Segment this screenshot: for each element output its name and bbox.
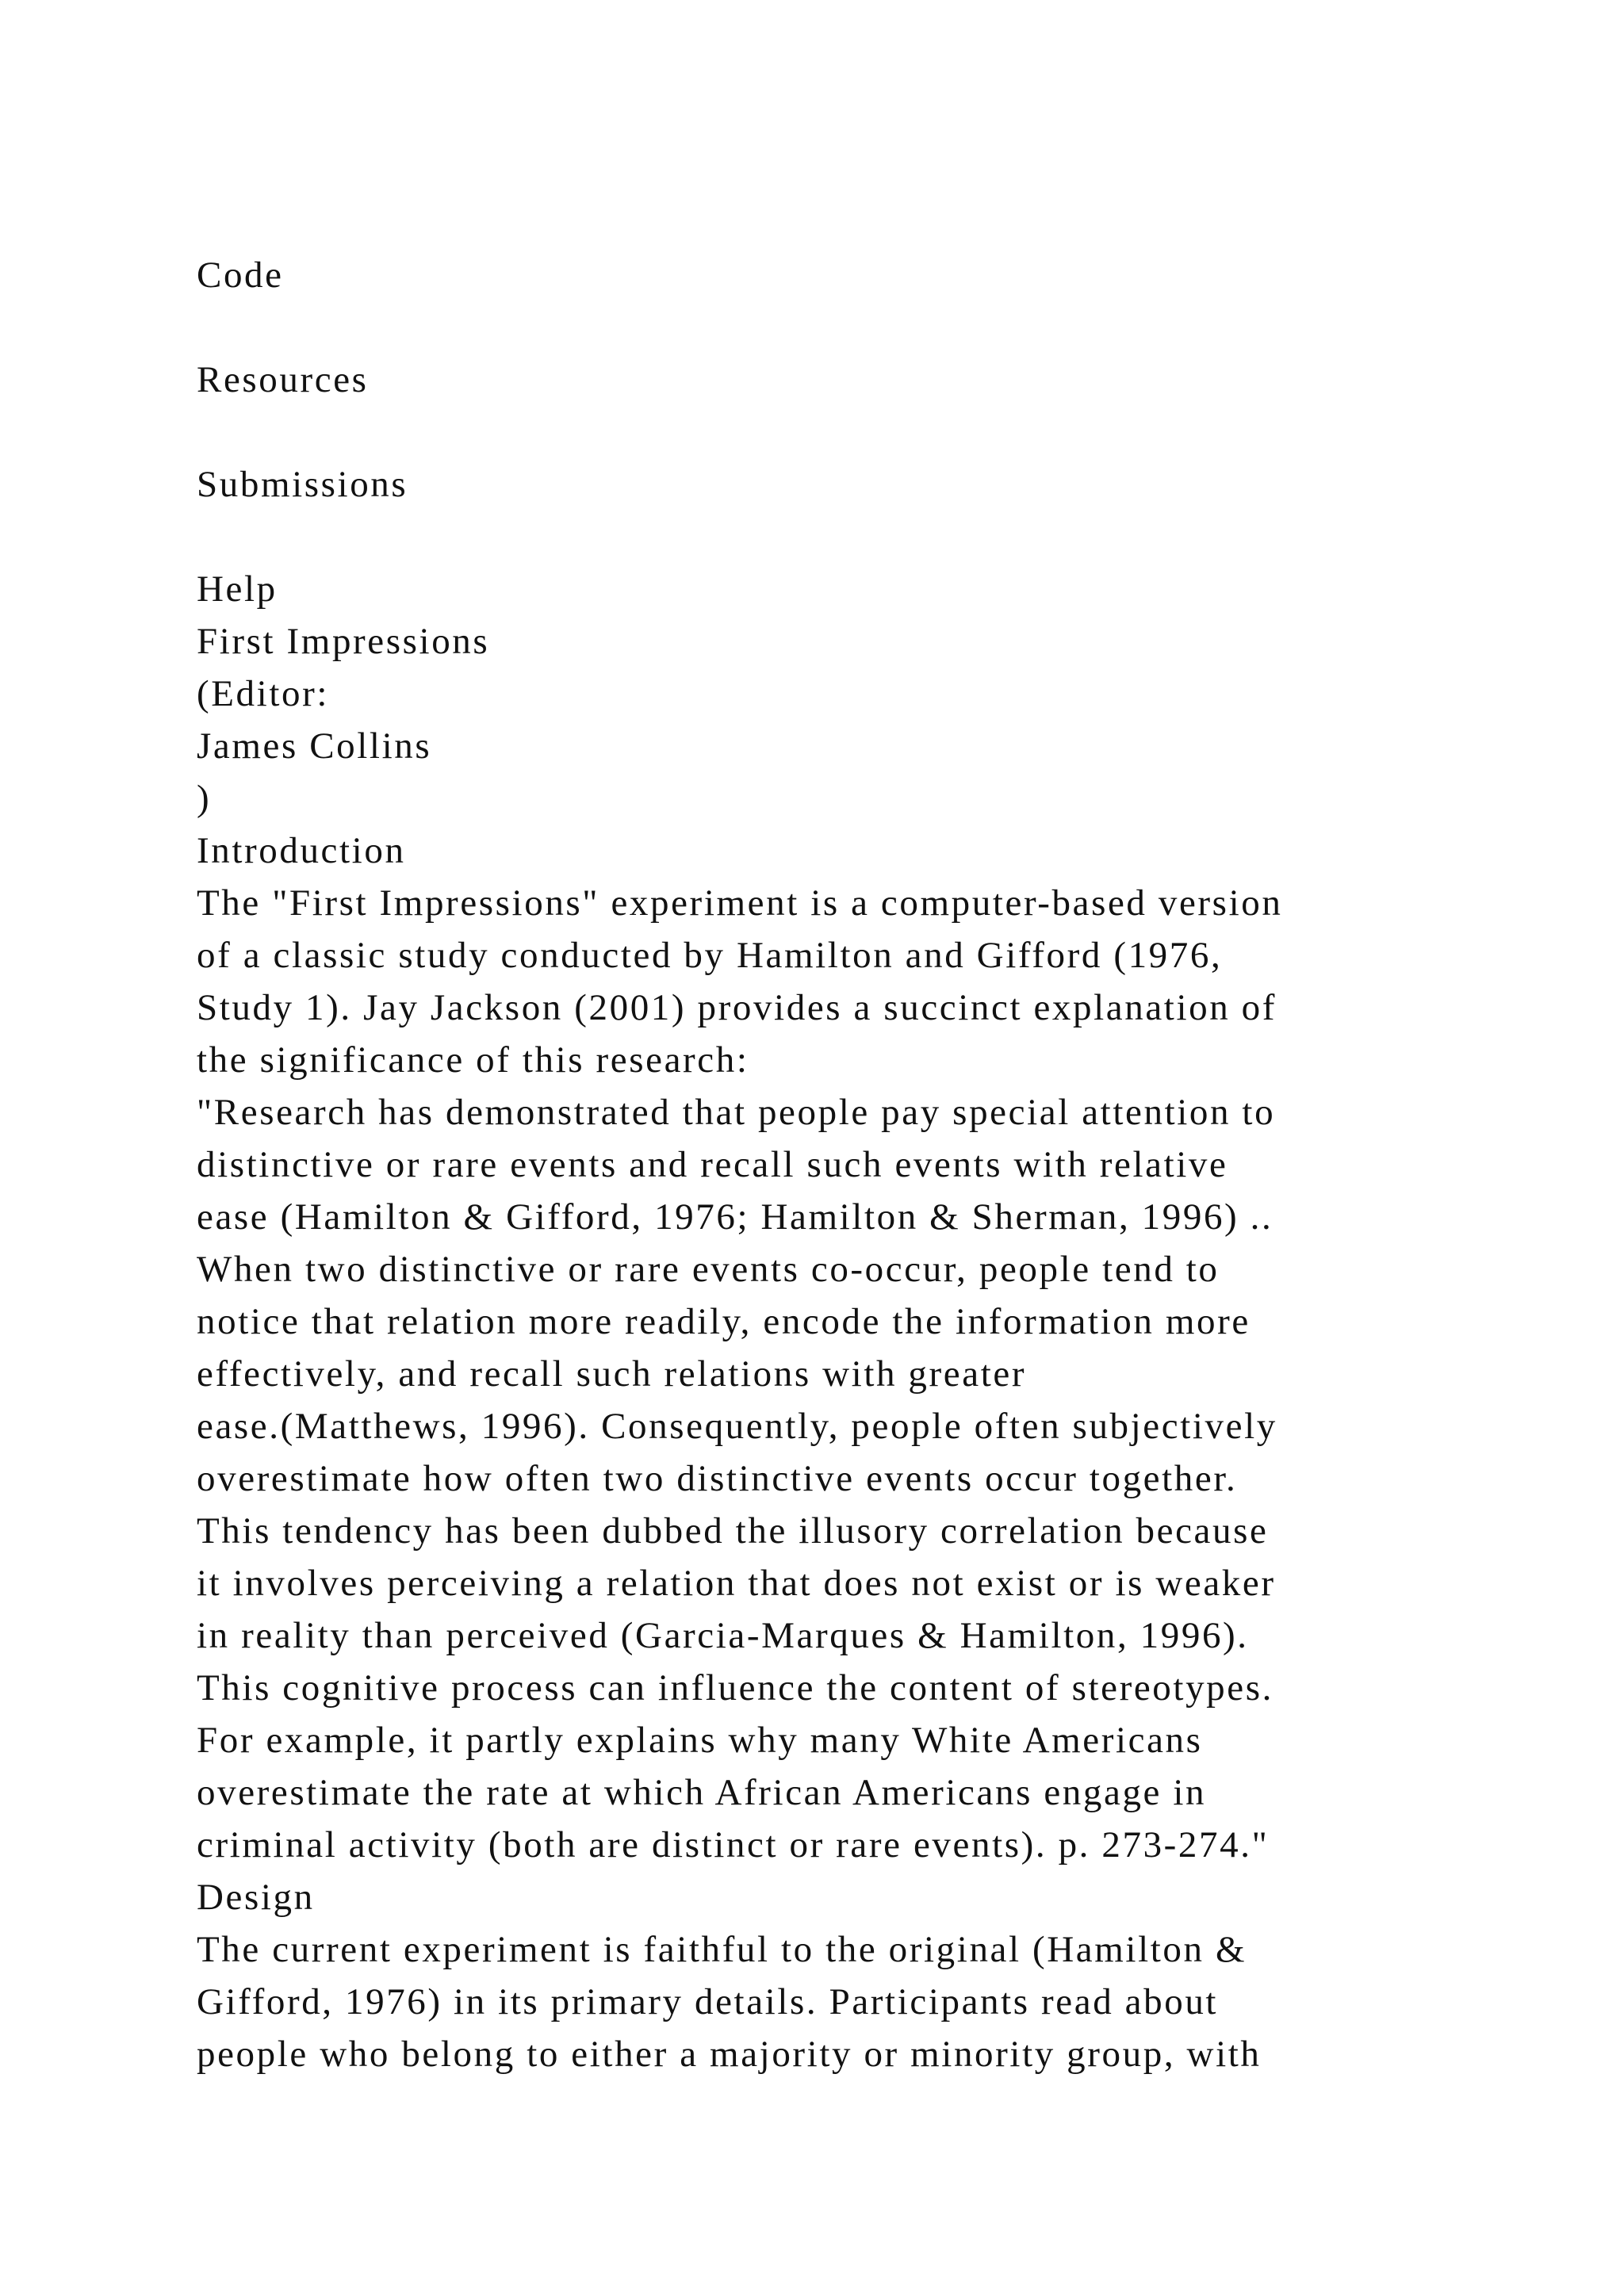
intro-line: the significance of this research: — [197, 1039, 749, 1081]
quote-line: ease (Hamilton & Gifford, 1976; Hamilton & Sherman, 1996) .. — [197, 1196, 1274, 1238]
quote-line: criminal activity (both are distinct or rare events). p. 273-274." — [197, 1824, 1270, 1866]
quote-line: overestimate how often two distinctive events occur together. — [197, 1458, 1238, 1499]
nav-link-help[interactable]: Help — [197, 568, 278, 610]
intro-line: The "First Impressions" experiment is a computer-based version — [197, 882, 1283, 924]
quote-line: overestimate the rate at which African Americans engage in — [197, 1772, 1207, 1813]
quote-line: "Research has demonstrated that people pay special attention to — [197, 1092, 1276, 1133]
quote-line: When two distinctive or rare events co-occur, people tend to — [197, 1249, 1220, 1290]
heading-introduction: Introduction — [197, 830, 406, 871]
intro-line: of a classic study conducted by Hamilton and Gifford (1976, — [197, 935, 1223, 976]
nav-link-submissions[interactable]: Submissions — [197, 464, 408, 505]
quote-line: distinctive or rare events and recall such events with relative — [197, 1144, 1228, 1185]
quote-line: ease.(Matthews, 1996). Consequently, people often subjectively — [197, 1406, 1277, 1447]
design-line: people who belong to either a majority or minority group, with — [197, 2034, 1262, 2075]
quote-line: For example, it partly explains why many White Americans — [197, 1720, 1203, 1761]
quote-line: notice that relation more readily, encode the information more — [197, 1301, 1251, 1342]
quote-line: This cognitive process can influence the content of stereotypes. — [197, 1667, 1274, 1709]
editor-label: (Editor: — [197, 673, 329, 714]
design-line: The current experiment is faithful to the original (Hamilton & — [197, 1929, 1247, 1970]
heading-design: Design — [197, 1877, 315, 1918]
quote-line: This tendency has been dubbed the illusory correlation because — [197, 1510, 1269, 1552]
quote-line: effectively, and recall such relations with greater — [197, 1353, 1027, 1395]
intro-line: Study 1). Jay Jackson (2001) provides a succinct explanation of — [197, 987, 1277, 1028]
editor-close: ) — [197, 778, 212, 819]
quote-line: in reality than perceived (Garcia-Marques & Hamilton, 1996). — [197, 1615, 1249, 1656]
page-title: First Impressions — [197, 621, 490, 662]
nav-link-code[interactable]: Code — [197, 254, 284, 296]
quote-line: it involves perceiving a relation that does not exist or is weaker — [197, 1563, 1276, 1604]
design-line: Gifford, 1976) in its primary details. Participants read about — [197, 1981, 1219, 2022]
nav-link-resources[interactable]: Resources — [197, 359, 369, 400]
editor-name: James Collins — [197, 725, 432, 767]
